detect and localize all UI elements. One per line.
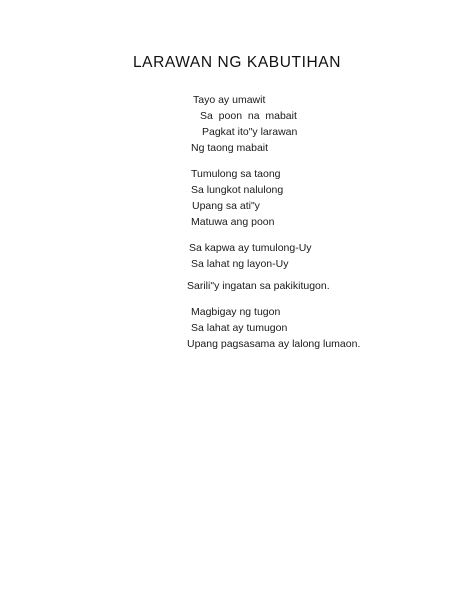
poem-line: Sa poon na mabait: [200, 110, 297, 122]
poem-line: Sa lungkot nalulong: [191, 184, 284, 196]
poem-title: LARAWAN NG KABUTIHAN: [132, 54, 342, 71]
poem-line: Sa lahat ng layon-Uy: [191, 258, 289, 270]
poem-line: Sa kapwa ay tumulong-Uy: [189, 242, 312, 254]
poem-line: Sa lahat ay tumugon: [191, 322, 288, 334]
poem-line: Ng taong mabait: [191, 142, 269, 154]
poem-line: Matuwa ang poon: [191, 216, 275, 228]
poem-line: Sarili"y ingatan sa pakikitugon.: [187, 280, 330, 292]
poem-line: Upang sa ati"y: [192, 200, 260, 212]
poem-line: Magbigay ng tugon: [191, 306, 281, 318]
poem-line: Tumulong sa taong: [191, 168, 281, 180]
poem-line: Tayo ay umawit: [193, 94, 266, 106]
poem-line: Pagkat ito"y larawan: [202, 126, 298, 138]
poem-line: Upang pagsasama ay lalong lumaon.: [187, 338, 361, 350]
